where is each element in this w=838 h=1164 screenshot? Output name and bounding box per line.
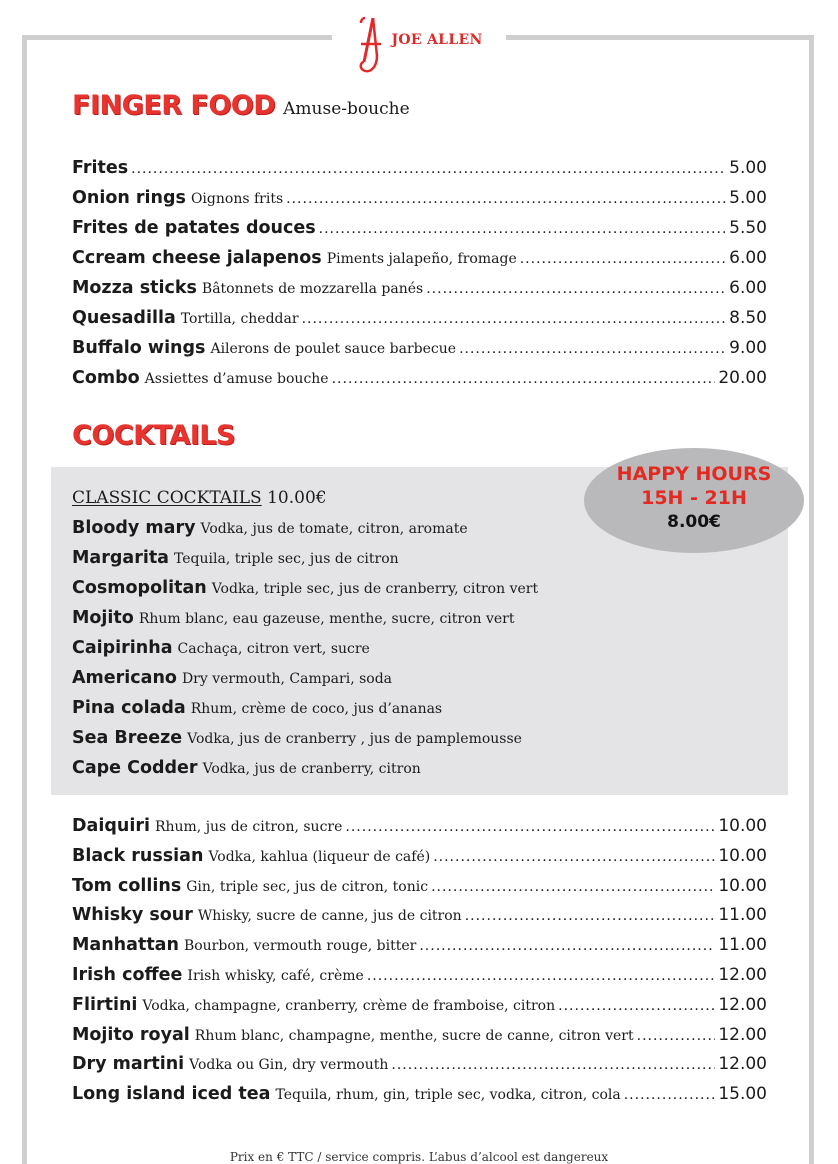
item-description: Bourbon, vermouth rouge, bitter bbox=[183, 938, 417, 955]
cocktail-item bbox=[72, 995, 767, 1021]
item-description: Irish whisky, café, crème bbox=[187, 968, 364, 984]
cocktail-item bbox=[72, 935, 767, 961]
item-description: Vodka, champagne, cranberry, crème de framboise, citron bbox=[142, 997, 556, 1014]
item-name: Quesadilla bbox=[72, 308, 176, 328]
item-price: 10.00 bbox=[718, 816, 767, 836]
item-description: Gin, triple sec, jus de citron, tonic bbox=[186, 878, 429, 895]
classic-cocktails-heading bbox=[72, 488, 327, 508]
item-name: Irish coffee bbox=[72, 965, 183, 985]
item-price: 10.00 bbox=[718, 875, 767, 896]
item-description: Vodka ou Gin, dry vermouth bbox=[189, 1057, 389, 1074]
item-description: Cachaça, citron vert, sucre bbox=[177, 641, 370, 657]
item-name: Whisky sour bbox=[72, 905, 193, 926]
item-name: Cosmopolitan bbox=[72, 578, 207, 598]
item-name: Frites de patates douces bbox=[72, 218, 316, 238]
classic-cocktails-label: CLASSIC COCKTAILS bbox=[72, 488, 262, 508]
item-description: Assiettes d’amuse bouche bbox=[144, 371, 329, 387]
classic-cocktail-item bbox=[72, 548, 399, 574]
finger-food-item bbox=[72, 278, 767, 304]
classic-cocktail-item bbox=[72, 668, 392, 694]
item-name: Onion rings bbox=[72, 188, 186, 208]
item-description: Rhum blanc, eau gazeuse, menthe, sucre, citron vert bbox=[138, 611, 515, 627]
item-description: Vodka, jus de cranberry , jus de pamplemousse bbox=[187, 731, 522, 747]
finger-food-item bbox=[72, 248, 767, 274]
item-name: Flirtini bbox=[72, 994, 138, 1015]
brand-name: JOE ALLEN bbox=[391, 32, 483, 48]
item-name: Daiquiri bbox=[72, 816, 150, 836]
footer-note: Prix en € TTC / service compris. L’abus d’alcool est dangereux bbox=[229, 1150, 609, 1164]
item-price: 11.00 bbox=[718, 905, 767, 926]
item-price: 12.00 bbox=[718, 1024, 767, 1045]
happy-hours-badge bbox=[584, 448, 804, 553]
finger-food-item bbox=[72, 158, 767, 184]
item-description: Oignons frits bbox=[190, 191, 284, 207]
dot-leader bbox=[302, 311, 727, 327]
item-price: 5.50 bbox=[729, 218, 767, 238]
item-name: Americano bbox=[72, 668, 177, 688]
ja-monogram-icon bbox=[355, 14, 387, 76]
dot-leader bbox=[431, 879, 715, 895]
item-description: Whisky, sucre de canne, jus de citron bbox=[197, 908, 462, 925]
dot-leader bbox=[367, 968, 716, 984]
item-price: 12.00 bbox=[718, 965, 767, 985]
dot-leader bbox=[520, 251, 726, 267]
item-name: Margarita bbox=[72, 548, 169, 568]
item-name: Cape Codder bbox=[72, 758, 198, 778]
cocktail-item bbox=[72, 876, 767, 902]
finger-food-item bbox=[72, 368, 767, 394]
finger-food-title: FINGER FOOD bbox=[72, 90, 276, 121]
item-description: Ailerons de poulet sauce barbecue bbox=[210, 341, 457, 357]
item-description: Vodka, jus de tomate, citron, aromate bbox=[200, 521, 468, 537]
item-description: Rhum, crème de coco, jus d’ananas bbox=[190, 701, 443, 717]
item-description: Rhum blanc, champagne, menthe, sucre de canne, citron vert bbox=[194, 1027, 634, 1044]
item-description: Dry vermouth, Campari, soda bbox=[181, 671, 393, 687]
cocktail-item bbox=[72, 846, 767, 872]
classic-cocktail-item bbox=[72, 518, 468, 544]
item-description: Vodka, triple sec, jus de cranberry, citron vert bbox=[211, 581, 539, 597]
item-price: 9.00 bbox=[729, 338, 767, 358]
classic-cocktail-item bbox=[72, 578, 538, 604]
item-price: 15.00 bbox=[718, 1084, 767, 1105]
item-description: Vodka, jus de cranberry, citron bbox=[202, 761, 421, 777]
item-price: 5.00 bbox=[729, 188, 767, 208]
cocktail-item bbox=[72, 965, 767, 991]
item-price: 6.00 bbox=[729, 278, 767, 298]
item-name: Frites bbox=[72, 158, 129, 178]
item-name: Tom collins bbox=[72, 875, 182, 896]
finger-food-item bbox=[72, 338, 767, 364]
finger-food-item bbox=[72, 218, 767, 244]
item-name: Bloody mary bbox=[72, 518, 196, 538]
item-name: Sea Breeze bbox=[72, 728, 183, 748]
dot-leader bbox=[465, 908, 716, 924]
item-name: Ccream cheese jalapenos bbox=[72, 248, 322, 268]
dot-leader bbox=[433, 849, 715, 865]
dot-leader bbox=[391, 1057, 715, 1073]
item-description: Rhum, jus de citron, sucre bbox=[154, 819, 343, 835]
dot-leader bbox=[637, 1028, 716, 1044]
dot-leader bbox=[319, 221, 727, 237]
finger-food-heading bbox=[72, 90, 410, 121]
cocktail-item bbox=[72, 1084, 767, 1110]
item-price: 11.00 bbox=[718, 935, 767, 956]
happy-hours-title: HAPPY HOURS bbox=[616, 463, 772, 485]
item-price: 6.00 bbox=[729, 248, 767, 268]
classic-cocktails-price: 10.00€ bbox=[267, 488, 327, 508]
dot-leader bbox=[419, 938, 715, 954]
finger-food-item bbox=[72, 188, 767, 214]
item-price: 20.00 bbox=[718, 368, 767, 388]
item-description: Bâtonnets de mozzarella panés bbox=[201, 281, 424, 297]
cocktail-item bbox=[72, 816, 767, 842]
happy-hours-price: 8.00€ bbox=[667, 512, 721, 532]
item-price: 8.50 bbox=[729, 308, 767, 328]
dot-leader bbox=[286, 191, 726, 207]
cocktail-item bbox=[72, 1054, 767, 1080]
dot-leader bbox=[624, 1087, 716, 1103]
item-name: Mojito bbox=[72, 608, 134, 628]
classic-cocktail-item bbox=[72, 608, 515, 634]
cocktails-heading bbox=[72, 420, 235, 451]
item-name: Manhattan bbox=[72, 935, 179, 956]
item-description: Vodka, kahlua (liqueur de café) bbox=[208, 848, 431, 865]
item-name: Mozza sticks bbox=[72, 278, 197, 298]
item-description: Tortilla, cheddar bbox=[180, 311, 299, 327]
item-price: 10.00 bbox=[718, 845, 767, 866]
finger-food-subtitle: Amuse-bouche bbox=[283, 99, 410, 119]
item-name: Caipirinha bbox=[72, 638, 173, 658]
classic-cocktail-item bbox=[72, 638, 370, 664]
dot-leader bbox=[459, 341, 726, 357]
item-price: 5.00 bbox=[729, 158, 767, 178]
classic-cocktail-item bbox=[72, 698, 442, 724]
item-price: 12.00 bbox=[718, 994, 767, 1015]
cocktail-item bbox=[72, 1025, 767, 1051]
item-description: Tequila, triple sec, jus de citron bbox=[174, 551, 399, 567]
item-name: Mojito royal bbox=[72, 1024, 190, 1045]
item-description: Tequila, rhum, gin, triple sec, vodka, citron, cola bbox=[275, 1087, 621, 1104]
dot-leader bbox=[426, 281, 726, 297]
item-name: Pina colada bbox=[72, 698, 186, 718]
happy-hours-time: 15H - 21H bbox=[641, 487, 747, 509]
cocktail-item bbox=[72, 905, 767, 931]
item-description: Piments jalapeño, fromage bbox=[326, 251, 517, 267]
item-name: Long island iced tea bbox=[72, 1084, 271, 1105]
finger-food-item bbox=[72, 308, 767, 334]
dot-leader bbox=[558, 998, 715, 1014]
classic-cocktail-item bbox=[72, 728, 522, 754]
dot-leader bbox=[131, 161, 726, 177]
cocktails-title: COCKTAILS bbox=[72, 420, 235, 451]
item-name: Black russian bbox=[72, 845, 204, 866]
item-name: Buffalo wings bbox=[72, 338, 206, 358]
brand-logo bbox=[332, 14, 506, 74]
dot-leader bbox=[332, 371, 716, 387]
dot-leader bbox=[345, 819, 715, 835]
classic-cocktail-item bbox=[72, 758, 421, 784]
item-price: 12.00 bbox=[718, 1054, 767, 1075]
item-name: Dry martini bbox=[72, 1054, 185, 1075]
item-name: Combo bbox=[72, 368, 140, 388]
